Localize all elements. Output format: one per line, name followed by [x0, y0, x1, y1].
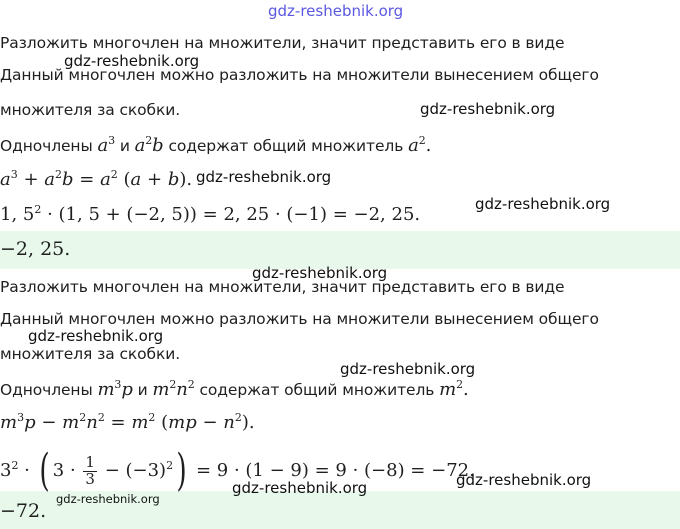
p1-monomial-a2b: $a^2b$ [134, 134, 164, 156]
p2-factorization: $m^3p - m^2n^2 = m^2$ $(mp - n^2)$. [0, 411, 255, 433]
p1-factorization: $a^3 + a^2b = a^2$ (a + b). [0, 168, 193, 190]
watermark: gdz-reshebnik.org [64, 52, 200, 70]
p1-monomials-suffix: содержат общий множитель [168, 137, 404, 155]
p1-evaluation: 1, $5^2 \cdot (1$, 5 + (−2, 5)) = 2, 25 · (−1) = −2, 25. [0, 203, 421, 225]
p2-monomial-m2n2: $m^2n^2$ [152, 378, 195, 400]
watermark: gdz-reshebnik.org [232, 479, 368, 497]
fraction-one-third: $\frac{1}{3}$ [85, 452, 95, 488]
p1-monomials-prefix: Одночлены [0, 137, 93, 155]
p2-monomials-line [0, 378, 469, 400]
p2-intro: Разложить многочлен на множители, значит представить его в виде [0, 278, 565, 296]
p2-answer: −72. [0, 500, 47, 522]
p2-line3: множителя за скобки. [0, 345, 181, 363]
p1-monomials-line [0, 134, 431, 156]
watermark: gdz-reshebnik.org [340, 360, 476, 378]
watermark: gdz-reshebnik.org [28, 327, 164, 345]
p1-monomial-a3: $a^3$ [97, 134, 115, 156]
p2-monomials-and: и [137, 381, 148, 399]
watermark-top: gdz-reshebnik.org [268, 2, 404, 20]
p1-answer: −2, 25. [0, 238, 71, 260]
watermark: gdz-reshebnik.org [456, 471, 592, 489]
p2-evaluation: $3^2$ · ( 3 · $\frac{1}{3}$ − $(-3)^2) = 9 \cdot (1 - 9) = 9 \cdot (-8) = -72$. [0, 445, 475, 496]
p2-monomial-m3p: $m^3p$ [97, 378, 133, 400]
p2-monomials-suffix: содержат общий множитель [199, 381, 435, 399]
p1-common-factor: $a^2$. [408, 134, 432, 156]
watermark: gdz-reshebnik.org [420, 100, 556, 118]
watermark-small: gdz-reshebnik.org [56, 492, 160, 506]
p2-monomials-prefix: Одночлены [0, 381, 93, 399]
p1-line2: Данный многочлен можно разложить на множители вынесением общего [0, 66, 599, 84]
p2-common-factor: $m^2$. [439, 378, 469, 400]
p2-line2: Данный многочлен можно разложить на множители вынесением общего [0, 310, 599, 328]
p1-intro: Разложить многочлен на множители, значит представить его в виде [0, 34, 565, 52]
p1-line3: множителя за скобки. [0, 101, 181, 119]
p1-monomials-and: и [119, 137, 130, 155]
watermark: gdz-reshebnik.org [252, 264, 388, 282]
watermark: gdz-reshebnik.org [196, 168, 332, 186]
watermark: gdz-reshebnik.org [475, 195, 611, 213]
